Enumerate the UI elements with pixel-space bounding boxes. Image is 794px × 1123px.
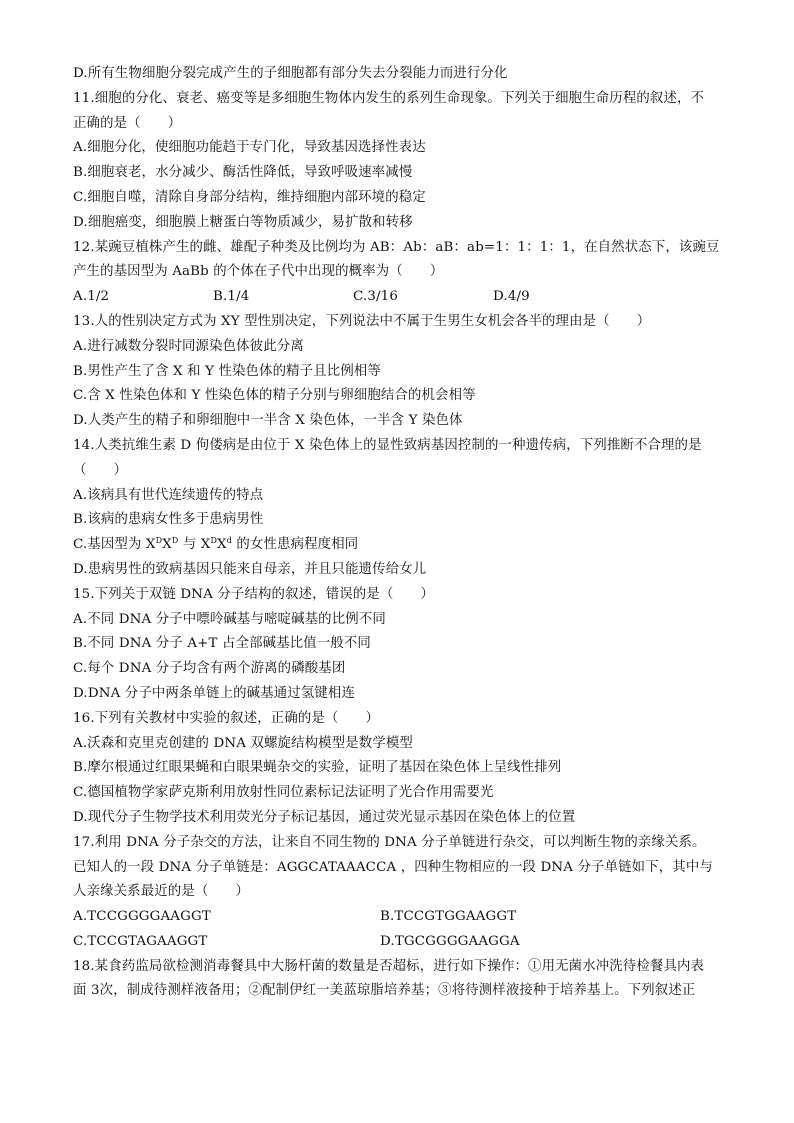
answer-option: B.TCCGTGGAAGGT [380,909,517,925]
answer-option: C.TCCGTAGAAGGT [73,933,208,949]
text-line: D.所有生物细胞分裂完成产生的子细胞都有部分失去分裂能力而进行分化 [73,66,508,81]
text-line: 18.某食药监局欲检测消毒餐具中大肠杆菌的数量是否超标，进行如下操作：①用无菌水冲洗待检餐具内表 [73,958,705,974]
answer-option: C.3/16 [353,289,398,305]
text-fragment: X [217,537,227,553]
text-fragment: 与 X [178,537,211,553]
answer-option: A.TCCGGGGAAGGT [73,909,211,925]
text-fragment: C.基因型为 X [73,537,156,553]
text-line: 12.某豌豆植株产生的雌、雄配子种类及比例均为 AB：Ab：aB：ab=1：1：1：1，在自然状态下，该豌豆 [73,239,720,255]
text-line: A.细胞分化，使细胞功能趋于专门化，导致基因选择性表达 [73,140,426,156]
answer-options-row [73,930,723,955]
text-line: 13.人的性别决定方式为 XY 型性别决定，下列说法中不属于生男生女机会各半的理由是（ ） [73,313,651,329]
text-line: A.该病具有世代连续遗传的特点 [73,487,264,503]
text-line: B.男性产生了含 X 和 Y 性染色体的精子且比例相等 [73,363,381,379]
text-line: 面 3次，制成待测样液备用；②配制伊红一美蓝琼脂培养基；③将待测样液接种于培养基上。下列叙述正 [73,983,696,999]
text-line: 已知人的一段 DNA 分子单链是：AGGCATAAACCA ，四种生物相应的一段 DNA 分子单链如下，其中与 [73,859,713,875]
allele-superscript: D [171,536,179,546]
text-line: 17.利用 DNA 分子杂交的方法，让来自不同生物的 DNA 分子单链进行杂交，可以判断生物的亲缘关系。 [73,834,706,850]
text-line: 16.下列有关教材中实验的叙述，正确的是（ ） [73,710,380,726]
text-line: A.进行减数分裂时同源染色体彼此分离 [73,338,304,354]
text-line: C.细胞自噬，清除自身部分结构，维持细胞内部环境的稳定 [73,189,426,205]
text-line: 产生的基因型为 AaBb 的个体在子代中出现的概率为（ ） [73,264,444,280]
question-text-block [73,62,723,1004]
answer-option: D.TGCGGGGAAGGA [380,933,520,949]
text-line: C.含 X 性染色体和 Y 性染色体的精子分别与卵细胞结合的机会相等 [73,388,476,404]
allele-superscript: D [155,536,163,546]
answer-options-row [73,905,723,930]
answer-option: B.1/4 [213,289,250,305]
text-line: B.摩尔根通过红眼果蝇和白眼果蝇杂交的实验，证明了基因在染色体上呈线性排列 [73,760,562,776]
text-line-with-superscripts [73,533,723,558]
text-line: C.每个 DNA 分子均含有两个游离的磷酸基团 [73,661,346,677]
text-line: B.该病的患病女性多于患病男性 [73,512,264,528]
text-line: 11.细胞的分化、衰老、癌变等是多细胞生物体内发生的系列生命现象。下列关于细胞生命历程的叙述，不 [73,90,705,106]
text-line: D.细胞癌变，细胞膜上糖蛋白等物质减少，易扩散和转移 [73,214,413,230]
text-fragment: X [162,537,172,553]
text-line: 15.下列关于双链 DNA 分子结构的叙述，错误的是（ ） [73,586,435,602]
text-line: 14.人类抗维生素 D 佝偻病是由位于 X 染色体上的显性致病基因控制的一种遗传病，下列推断不合理的是 [73,437,702,453]
text-line: B.细胞衰老，水分减少、酶活性降低，导致呼吸速率减慢 [73,165,413,181]
text-line: D.人类产生的精子和卵细胞中一半含 X 染色体，一半含 Y 染色体 [73,413,463,429]
text-line: D.DNA 分子中两条单链上的碱基通过氢键相连 [73,685,355,701]
text-line: D.患病男性的致病基因只能来自母亲，并且只能遗传给女儿 [73,561,427,577]
text-line: C.德国植物学家萨克斯利用放射性同位素标记法证明了光合作用需要光 [73,785,494,801]
text-line: B.不同 DNA 分子 A+T 占全部碱基比值一般不同 [73,636,371,652]
text-line: 人亲缘关系最近的是（ ） [73,884,250,900]
text-line: A.不同 DNA 分子中嘌呤碱基与嘧啶碱基的比例不同 [73,611,386,627]
allele-superscript: d [226,536,233,546]
text-line: D.现代分子生物学技术利用荧光分子标记基因，通过荧光显示基因在染色体上的位置 [73,809,576,825]
text-line: （ ） [73,462,128,478]
text-line: 正确的是（ ） [73,115,182,131]
text-fragment: 的女性患病程度相同 [232,537,359,553]
answer-option: A.1/2 [73,289,110,305]
allele-superscript: D [210,536,218,546]
answer-options-row [73,285,723,310]
text-line: A.沃森和克里克创建的 DNA 双螺旋结构模型是数学模型 [73,735,413,751]
answer-option: D.4/9 [493,289,530,305]
